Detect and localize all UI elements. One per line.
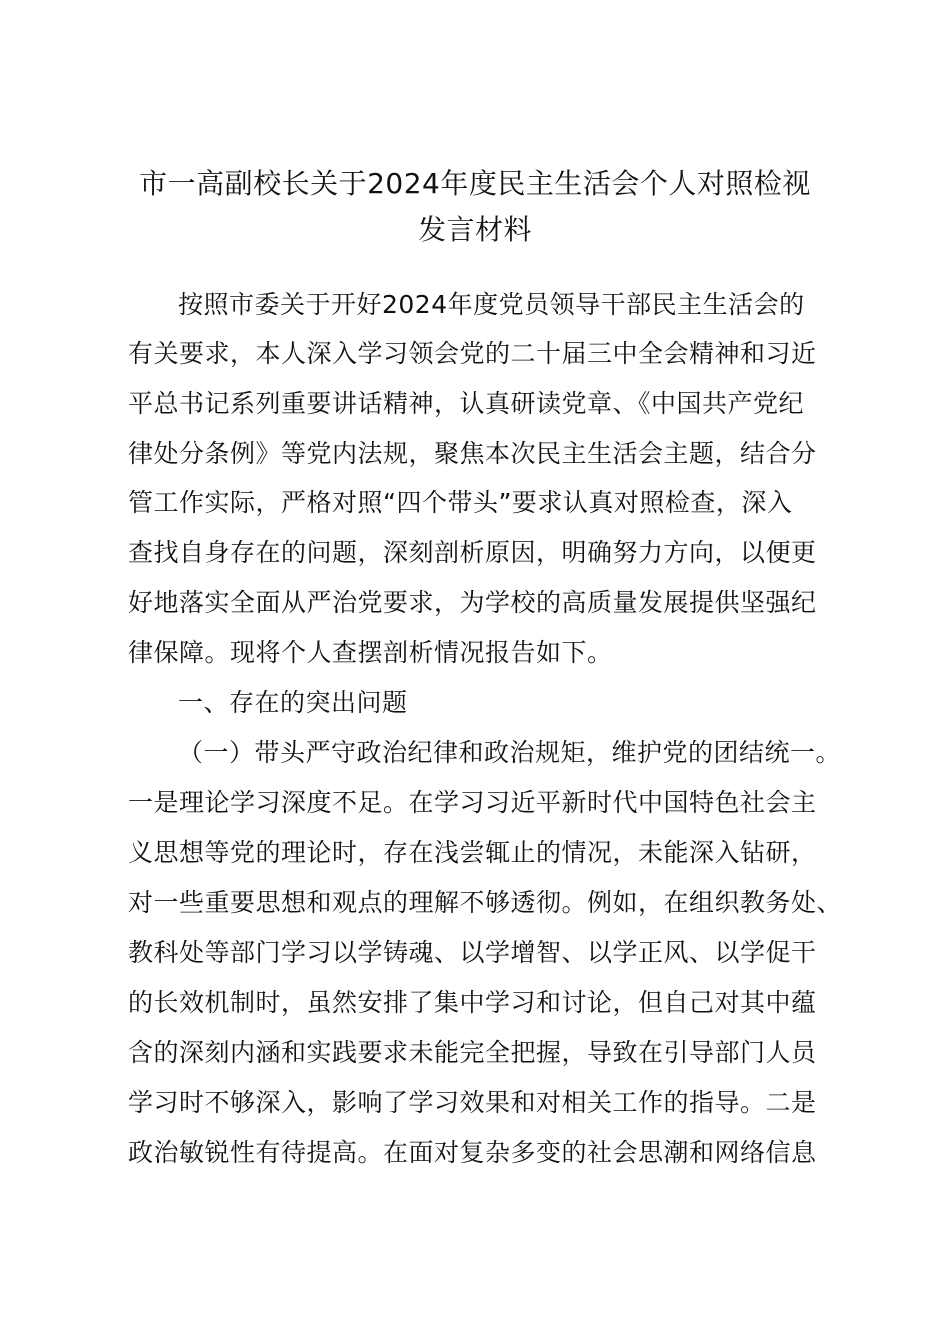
paragraph-line: 有关要求，本人深入学习领会党的二十届三中全会精神和习近 xyxy=(128,339,817,368)
paragraph-line: 义思想等党的理论时，存在浅尝辄止的情况，未能深入钻研， xyxy=(128,838,817,867)
paragraph-line: 教科处等部门学习以学铸魂、以学增智、以学正风、以学促干 xyxy=(128,938,817,967)
paragraph-line: 对一些重要思想和观点的理解不够透彻。例如，在组织教务处、 xyxy=(128,888,843,917)
paragraph-line: 查找自身存在的问题，深刻剖析原因，明确努力方向，以便更 xyxy=(128,538,817,567)
paragraph-line: 含的深刻内涵和实践要求未能完全把握，导致在引导部门人员 xyxy=(128,1038,817,1067)
paragraph-line: 平总书记系列重要讲话精神，认真研读党章、《中国共产党纪 xyxy=(128,389,805,418)
paragraph-line: 学习时不够深入，影响了学习效果和对相关工作的指导。二是 xyxy=(128,1088,817,1117)
subsection-heading: （一）带头严守政治纪律和政治规矩，维护党的团结统一。 xyxy=(178,738,842,767)
paragraph-line: 律处分条例》等党内法规，聚焦本次民主生活会主题，结合分 xyxy=(128,439,817,468)
paragraph-line: 一是理论学习深度不足。在学习习近平新时代中国特色社会主 xyxy=(128,788,817,817)
paragraph-line: 政治敏锐性有待提高。在面对复杂多变的社会思潮和网络信息 xyxy=(128,1138,817,1167)
document-title-line-2: 发言材料 xyxy=(417,213,532,246)
paragraph-line: 好地落实全面从严治党要求，为学校的高质量发展提供坚强纪 xyxy=(128,588,817,617)
document-title-line-1: 市一高副校长关于2024年度民主生活会个人对照检视 xyxy=(139,167,811,200)
paragraph-line: 的长效机制时，虽然安排了集中学习和讨论，但自己对其中蕴 xyxy=(128,988,817,1017)
paragraph-line: 律保障。现将个人查摆剖析情况报告如下。 xyxy=(128,638,613,667)
paragraph-line: 管工作实际，严格对照“四个带头”要求认真对照检查，深入 xyxy=(128,488,793,517)
section-heading: 一、存在的突出问题 xyxy=(178,688,408,717)
paragraph-line: 按照市委关于开好2024年度党员领导干部民主生活会的 xyxy=(178,290,805,319)
